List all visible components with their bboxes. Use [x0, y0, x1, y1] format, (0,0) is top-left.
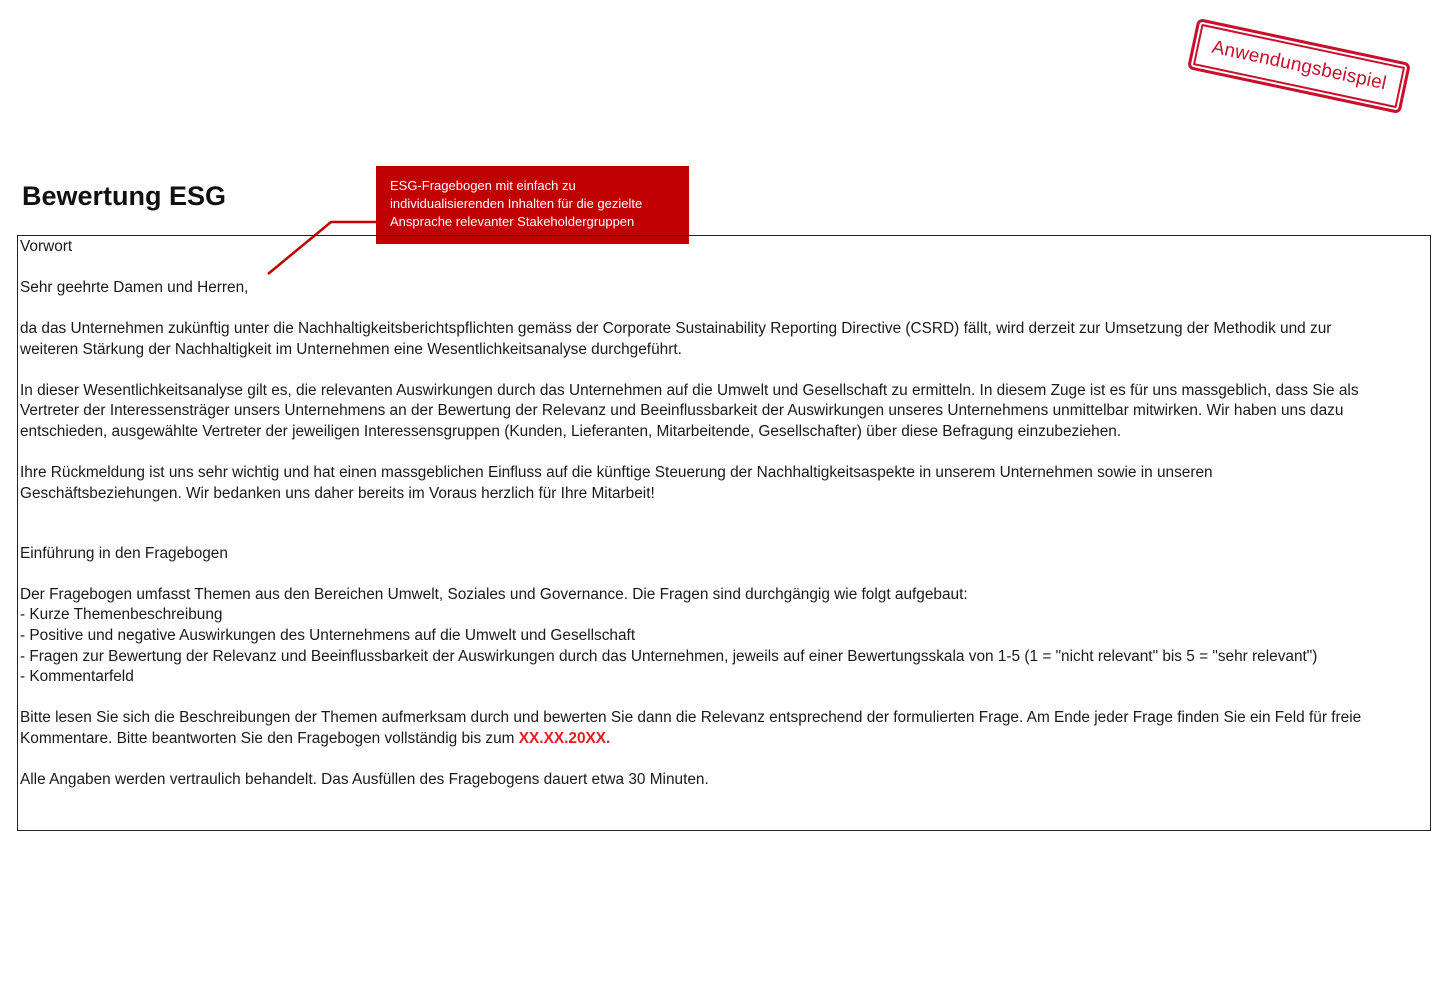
- callout-line-3: Ansprache relevanter Stakeholdergruppen: [390, 214, 635, 229]
- stamp-anwendungsbeispiel: [1187, 18, 1411, 114]
- closing-text: Alle Angaben werden vertraulich behandelt. Das Ausfüllen des Fragebogens dauert etwa 30 Minuten.: [20, 770, 709, 788]
- paragraph-2-line-2: Vertreter der Interessensträger unsers Unternehmens an der Bewertung der Relevanz und Beeinflussbarkeit der Auswirkungen unseres Unternehmens unmittelbar mitwirken. Wir haben uns dazu: [20, 402, 1344, 419]
- callout-line-1: ESG-Fragebogen mit einfach zu: [390, 178, 576, 193]
- paragraph-1-line-2: weiteren Stärkung der Nachhaltigkeit im Unternehmen eine Wesentlichkeitsanalyse durchgeführt.: [20, 340, 682, 358]
- deadline-date: XX.XX.20XX.: [518, 729, 611, 747]
- list-item-2: - Positive und negative Auswirkungen des Unternehmens auf die Umwelt und Gesellschaft: [20, 626, 636, 644]
- paragraph-4-line-2: [20, 729, 610, 750]
- salutation: Sehr geehrte Damen und Herren,: [20, 279, 249, 296]
- paragraph-4-line-1: Bitte lesen Sie sich die Beschreibungen der Themen aufmerksam durch und bewerten Sie dann die Relevanz entsprechend der formulierten Frage. Am Ende jeder Frage finden Sie ein Feld für freie: [20, 709, 1362, 726]
- list-item-1: - Kurze Themenbeschreibung: [20, 606, 223, 623]
- section-heading-vorwort: Vorwort: [20, 238, 73, 255]
- paragraph-1-line-1: da das Unternehmen zukünftig unter die Nachhaltigkeitsberichtspflichten gemäss der Corporate Sustainability Reporting Directive (CSRD) fällt, wird derzeit zur Umsetzung der Methodik und zur: [20, 320, 1332, 337]
- callout-line-2: individualisierenden Inhalten für die gezielte: [390, 196, 643, 211]
- stamp-text: Anwendungsbeispiel: [1209, 36, 1389, 95]
- list-item-3: - Fragen zur Bewertung der Relevanz und Beeinflussbarkeit der Auswirkungen durch das Unternehmen, jeweils auf einer Bewertungsskala von 1-5 (1 = "nicht relevant" bis 5 = "sehr relevant"): [20, 647, 1318, 665]
- paragraph-3-line-2: Geschäftsbeziehungen. Wir bedanken uns daher bereits im Voraus herzlich für Ihre Mitarbeit!: [20, 484, 655, 502]
- paragraph-4-line-2-text: Kommentare. Bitte beantworten Sie den Fragebogen vollständig bis zum: [20, 729, 519, 747]
- section-heading-einfuehrung: Einführung in den Fragebogen: [20, 544, 228, 562]
- page-title: Bewertung ESG: [22, 181, 227, 211]
- paragraph-2-line-3: entschieden, ausgewählte Vertreter der jeweiligen Interessensgruppen (Kunden, Lieferanten, Mitarbeitende, Gesellschafter) über diese Befragung einzubeziehen.: [20, 422, 1122, 440]
- intro-text: Der Fragebogen umfasst Themen aus den Bereichen Umwelt, Soziales und Governance. Die Fragen sind durchgängig wie folgt aufgebaut:: [20, 585, 968, 603]
- paragraph-2-line-1: In dieser Wesentlichkeitsanalyse gilt es, die relevanten Auswirkungen durch das Unternehmen auf die Umwelt und Gesellschaft zu ermitteln. In diesem Zuge ist es für uns massgeblich, dass Sie als: [20, 381, 1359, 399]
- list-item-4: - Kommentarfeld: [20, 668, 134, 685]
- paragraph-3-line-1: Ihre Rückmeldung ist uns sehr wichtig und hat einen massgeblichen Einfluss auf die künftige Steuerung der Nachhaltigkeitsaspekte in unserem Unternehmen sowie in unseren: [20, 464, 1213, 481]
- callout-box: [376, 166, 689, 244]
